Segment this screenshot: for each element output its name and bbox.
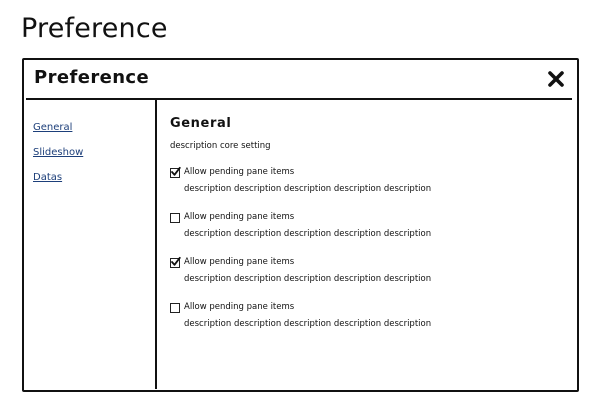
sidebar — [24, 100, 154, 390]
option-checkbox[interactable] — [170, 258, 180, 268]
preference-dialog — [22, 58, 579, 392]
close-button[interactable] — [547, 70, 565, 88]
checkmark-icon — [170, 256, 181, 267]
option-description: description description description description description — [184, 184, 432, 194]
dialog-header — [24, 60, 577, 98]
option-label[interactable]: Allow pending pane items — [184, 302, 295, 312]
sidebar-item-slideshow[interactable]: Slideshow — [33, 147, 84, 158]
option-row — [170, 258, 570, 292]
option-description: description description description description description — [184, 229, 432, 239]
option-description: description description description description description — [184, 319, 432, 329]
option-checkbox[interactable] — [170, 303, 180, 313]
sidebar-item-datas[interactable]: Datas — [33, 172, 63, 183]
sidebar-item-general[interactable]: General — [33, 122, 73, 133]
option-checkbox[interactable] — [170, 168, 180, 178]
dialog-title: Preference — [34, 67, 150, 88]
option-label[interactable]: Allow pending pane items — [184, 167, 295, 177]
close-icon — [547, 70, 565, 88]
option-row — [170, 213, 570, 247]
option-row — [170, 168, 570, 202]
page-title: Preference — [21, 13, 168, 44]
option-row — [170, 303, 570, 337]
option-label[interactable]: Allow pending pane items — [184, 257, 295, 267]
sidebar-divider — [155, 99, 157, 389]
section-heading: General — [170, 116, 232, 131]
option-label[interactable]: Allow pending pane items — [184, 212, 295, 222]
section-description: description core setting — [170, 141, 271, 151]
checkmark-icon — [170, 166, 181, 177]
option-description: description description description description description — [184, 274, 432, 284]
option-checkbox[interactable] — [170, 213, 180, 223]
